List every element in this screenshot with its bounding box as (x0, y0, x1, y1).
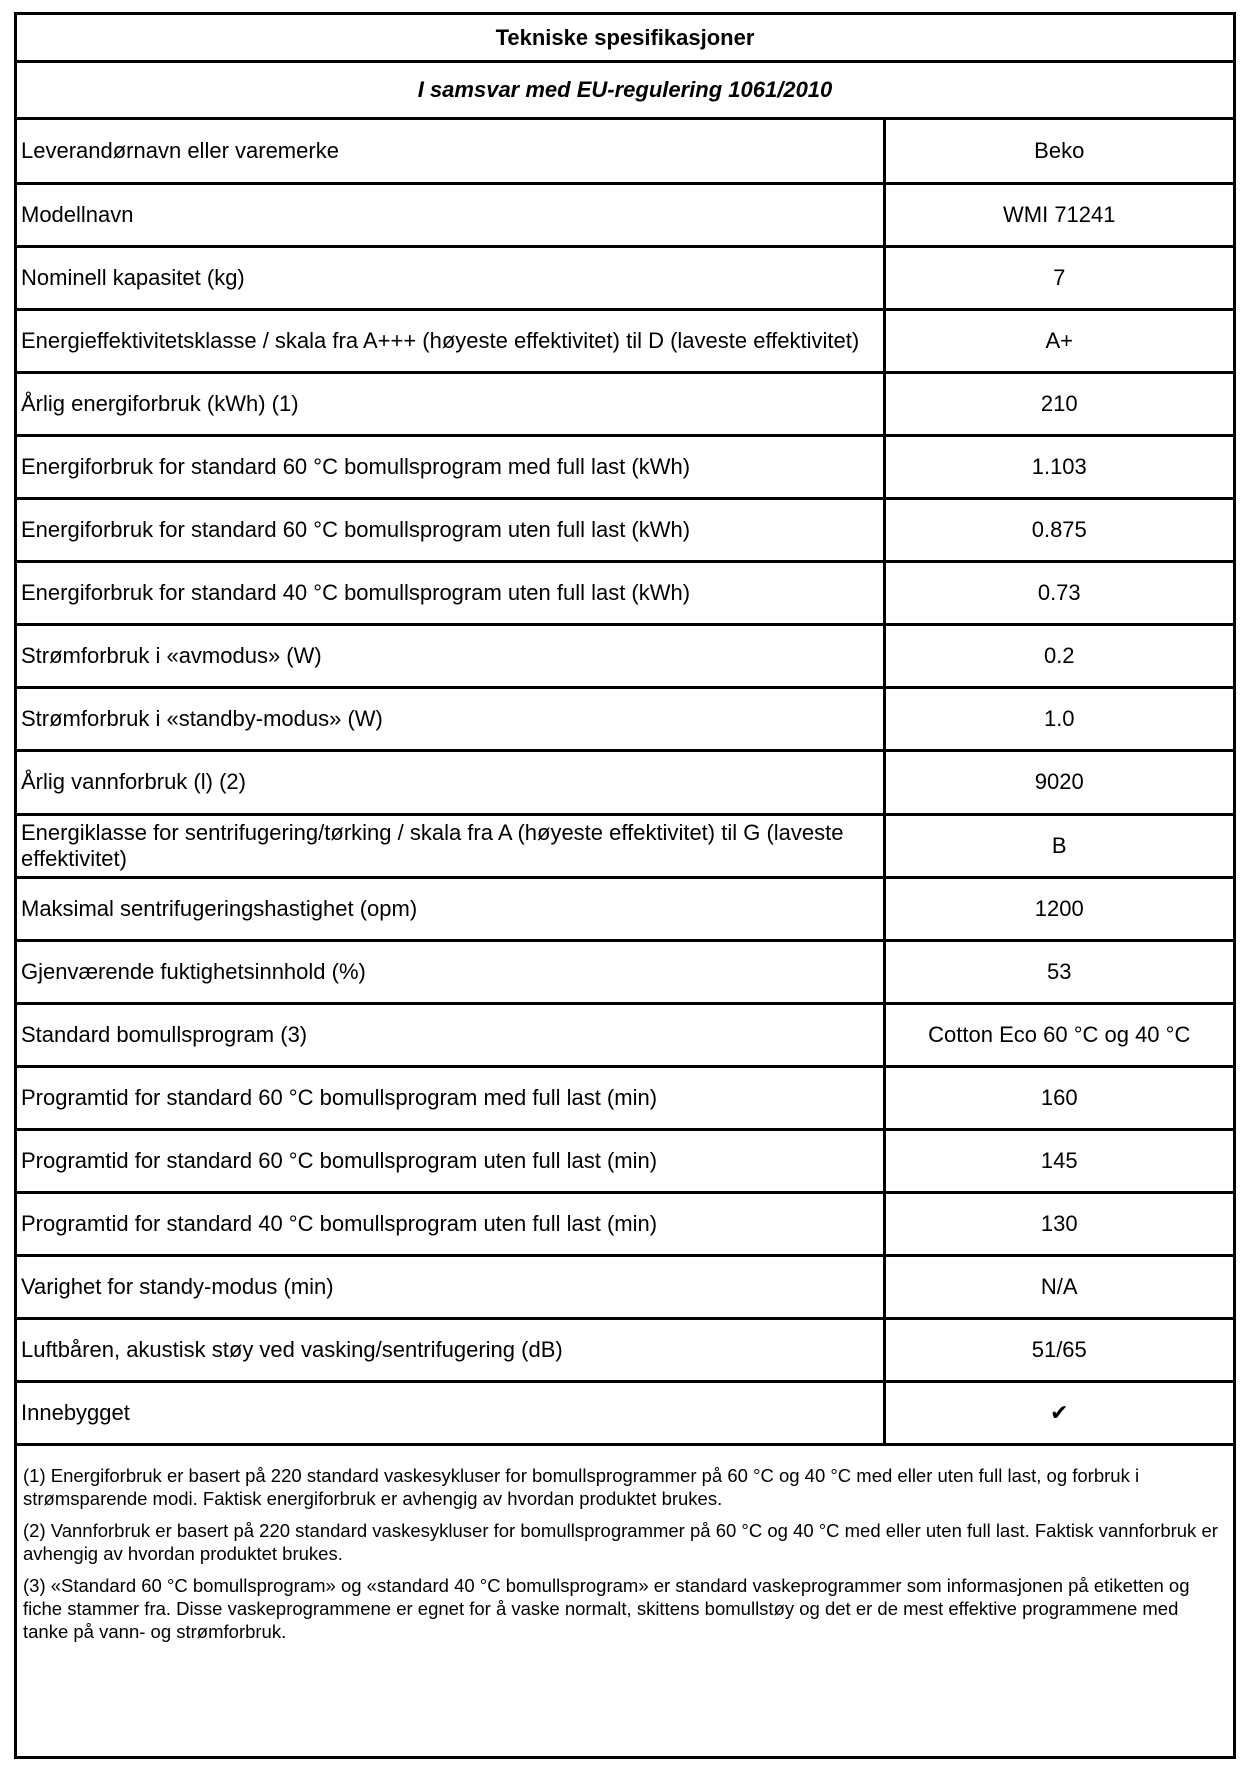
footnotes (17, 1446, 1233, 1643)
spec-value: 0.73 (884, 562, 1233, 625)
table-row (17, 183, 1233, 246)
spec-value: 145 (884, 1130, 1233, 1193)
table-row (17, 1193, 1233, 1256)
spec-value: 0.875 (884, 499, 1233, 562)
spec-value: 9020 (884, 751, 1233, 814)
spec-label: Energiforbruk for standard 60 °C bomullsprogram med full last (kWh) (17, 435, 884, 498)
spec-table-body (17, 120, 1233, 1445)
table-row (17, 688, 1233, 751)
spec-label: Energieffektivitetsklasse / skala fra A+++ (høyeste effektivitet) til D (laveste effektivitet) (17, 309, 884, 372)
spec-value: 53 (884, 940, 1233, 1003)
spec-label: Standard bomullsprogram (3) (17, 1003, 884, 1066)
table-row (17, 562, 1233, 625)
spec-sheet (14, 12, 1236, 1759)
spec-value: 1200 (884, 877, 1233, 940)
spec-label: Energiklasse for sentrifugering/tørking / skala fra A (høyeste effektivitet) til G (laveste effektivitet) (17, 814, 884, 877)
table-row (17, 309, 1233, 372)
spec-label: Programtid for standard 40 °C bomullsprogram uten full last (min) (17, 1193, 884, 1256)
spec-value: 130 (884, 1193, 1233, 1256)
spec-value: 1.0 (884, 688, 1233, 751)
spec-value: A+ (884, 309, 1233, 372)
table-row (17, 1382, 1233, 1445)
spec-label: Varighet for standy-modus (min) (17, 1256, 884, 1319)
spec-label: Strømforbruk i «avmodus» (W) (17, 625, 884, 688)
spec-value: WMI 71241 (884, 183, 1233, 246)
table-row (17, 435, 1233, 498)
table-row (17, 625, 1233, 688)
spec-value: N/A (884, 1256, 1233, 1319)
table-row (17, 751, 1233, 814)
spec-label: Energiforbruk for standard 40 °C bomullsprogram uten full last (kWh) (17, 562, 884, 625)
spec-label: Modellnavn (17, 183, 884, 246)
spec-label: Nominell kapasitet (kg) (17, 246, 884, 309)
spec-label: Luftbåren, akustisk støy ved vasking/sentrifugering (dB) (17, 1319, 884, 1382)
spec-table (17, 120, 1233, 1446)
spec-label: Energiforbruk for standard 60 °C bomullsprogram uten full last (kWh) (17, 499, 884, 562)
table-row (17, 499, 1233, 562)
table-row (17, 877, 1233, 940)
spec-value: 160 (884, 1066, 1233, 1129)
spec-label: Årlig energiforbruk (kWh) (1) (17, 372, 884, 435)
spec-label: Strømforbruk i «standby-modus» (W) (17, 688, 884, 751)
table-row (17, 120, 1233, 183)
spec-value: 1.103 (884, 435, 1233, 498)
spec-value: 7 (884, 246, 1233, 309)
spec-label: Årlig vannforbruk (l) (2) (17, 751, 884, 814)
footnote-1: (1) Energiforbruk er basert på 220 standard vaskesykluser for bomullsprogrammer på 60 °C og 40 °C med eller uten full last, og forbruk i strømsparende modi. Faktisk energiforbruk er avhengig av hvordan produktet brukes. (23, 1465, 1140, 1510)
sheet-title: Tekniske spesifikasjoner (17, 15, 1233, 63)
spec-value: Cotton Eco 60 °C og 40 °C (884, 1003, 1233, 1066)
spec-label: Programtid for standard 60 °C bomullsprogram uten full last (min) (17, 1130, 884, 1193)
spec-label: Gjenværende fuktighetsinnhold (%) (17, 940, 884, 1003)
table-row (17, 1003, 1233, 1066)
table-row (17, 940, 1233, 1003)
spec-value: B (884, 814, 1233, 877)
spec-value: 51/65 (884, 1319, 1233, 1382)
sheet-subtitle: I samsvar med EU-regulering 1061/2010 (17, 63, 1233, 120)
table-row (17, 814, 1233, 877)
spec-value: 210 (884, 372, 1233, 435)
spec-label: Innebygget (17, 1382, 884, 1445)
table-row (17, 246, 1233, 309)
spec-label: Maksimal sentrifugeringshastighet (opm) (17, 877, 884, 940)
footnote-2: (2) Vannforbruk er basert på 220 standard vaskesykluser for bomullsprogrammer på 60 °C og 40 °C med eller uten full last. Faktisk vannforbruk er avhengig av hvordan produktet brukes. (23, 1520, 1218, 1565)
table-row (17, 372, 1233, 435)
table-row (17, 1256, 1233, 1319)
check-mark-icon: ✔ (884, 1382, 1233, 1445)
spec-value: Beko (884, 120, 1233, 183)
table-row (17, 1066, 1233, 1129)
footnote-3: (3) «Standard 60 °C bomullsprogram» og «standard 40 °C bomullsprogram» er standard vaskeprogrammer som informasjonen på etiketten og fiche stammer fra. Disse vaskeprogrammene er egnet for å vaske normalt, skittens bomullstøy og det er de mest effektive programmene med tanke på vann- og strømforbruk. (23, 1575, 1190, 1643)
spec-value: 0.2 (884, 625, 1233, 688)
table-row (17, 1319, 1233, 1382)
spec-label: Programtid for standard 60 °C bomullsprogram med full last (min) (17, 1066, 884, 1129)
spec-label: Leverandørnavn eller varemerke (17, 120, 884, 183)
table-row (17, 1130, 1233, 1193)
